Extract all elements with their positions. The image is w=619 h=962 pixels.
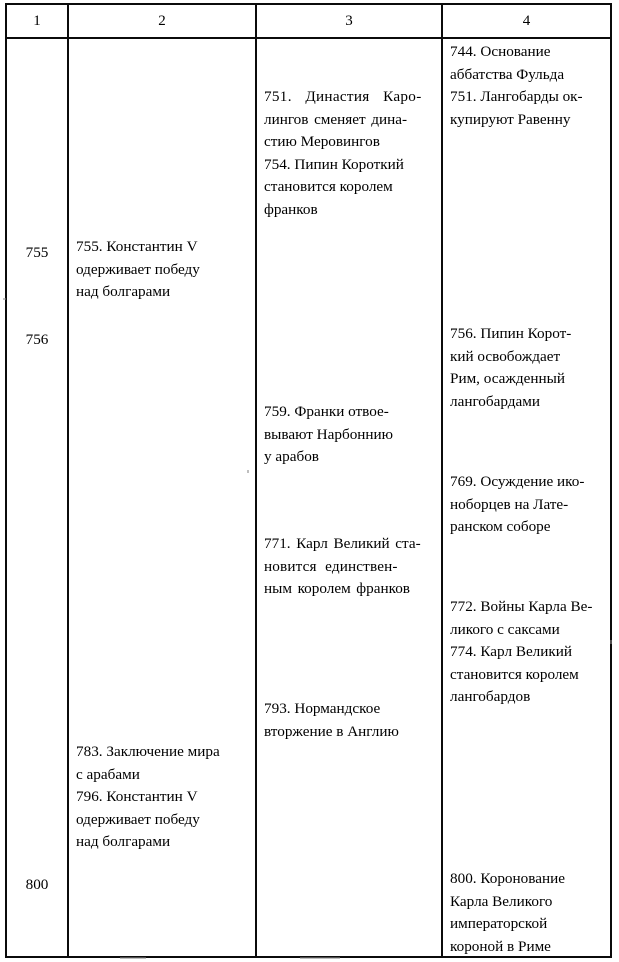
entry-line: ноборцев на Лате- bbox=[450, 495, 569, 513]
column-header-3: 3 bbox=[345, 13, 353, 29]
table-header-row bbox=[7, 5, 610, 39]
entry-line: франков bbox=[264, 200, 318, 218]
entry-line: над болгарами bbox=[76, 283, 171, 301]
entry-783-796-byzantium bbox=[76, 741, 254, 854]
entry-line: ликого с саксами bbox=[450, 620, 560, 638]
entry-line: 783. Заключение мира bbox=[76, 743, 220, 760]
entry-line: новится единствен- bbox=[264, 557, 398, 575]
year-755: 755 bbox=[25, 244, 49, 261]
entry-line: 769. Осуждение ико- bbox=[450, 473, 585, 490]
entry-line: Рим, осажденный bbox=[450, 370, 565, 388]
entry-744-751-italy bbox=[450, 41, 614, 131]
entry-line: лингов сменяет дина- bbox=[264, 110, 408, 128]
year-800: 800 bbox=[25, 876, 49, 893]
entry-line: 759. Франки отвое- bbox=[264, 403, 389, 420]
column-rule-1 bbox=[67, 5, 69, 956]
entry-line: короной в Риме bbox=[450, 937, 551, 955]
entry-line: 755. Константин V bbox=[76, 238, 198, 255]
entry-line: вывают Нарбоннию bbox=[264, 425, 394, 443]
scan-speckle bbox=[610, 640, 612, 644]
entry-793-franks bbox=[264, 698, 440, 743]
entry-756-italy bbox=[450, 323, 614, 413]
scan-speckle bbox=[3, 298, 6, 300]
entry-line: становится королем bbox=[450, 665, 579, 683]
entry-line: кий освобождает bbox=[450, 347, 561, 365]
entry-line: одерживает победу bbox=[76, 810, 200, 828]
entry-769-italy bbox=[450, 471, 614, 539]
entry-line: 751. Династия Каро- bbox=[264, 88, 422, 105]
entry-line: вторжение в Англию bbox=[264, 722, 399, 740]
entry-line: у арабов bbox=[264, 448, 319, 466]
entry-line: 756. Пипин Корот- bbox=[450, 325, 572, 342]
entry-line: стию Меровингов bbox=[264, 133, 380, 151]
entry-759-franks bbox=[264, 401, 440, 469]
entry-line: купируют Равенну bbox=[450, 110, 571, 128]
entry-772-774-italy bbox=[450, 596, 614, 709]
scan-speckle bbox=[247, 470, 249, 473]
entry-line: 771. Карл Великий ста- bbox=[264, 535, 421, 552]
entry-line: аббатства Фульда bbox=[450, 65, 565, 83]
entry-line: 772. Войны Карла Ве- bbox=[450, 598, 593, 615]
entry-line: с арабами bbox=[76, 765, 140, 783]
entry-line: 751. Лангобарды ок- bbox=[450, 88, 583, 106]
column-rule-3 bbox=[441, 5, 443, 956]
entry-line: 793. Нормандское bbox=[264, 700, 381, 717]
entry-800-italy bbox=[450, 868, 614, 958]
column-header-4: 4 bbox=[522, 13, 531, 29]
entry-line: Карла Великого bbox=[450, 892, 553, 910]
chronology-table bbox=[5, 3, 612, 958]
entry-line: 800. Коронование bbox=[450, 870, 565, 887]
entry-line: ным королем франков bbox=[264, 580, 410, 598]
entry-line: становится королем bbox=[264, 178, 393, 196]
entry-line: лангобардами bbox=[450, 392, 540, 410]
entry-line: ранском соборе bbox=[450, 518, 551, 536]
entry-line: 774. Карл Великий bbox=[450, 643, 573, 661]
entry-771-franks bbox=[264, 533, 442, 601]
year-756: 756 bbox=[25, 331, 49, 348]
entry-line: 796. Константин V bbox=[76, 788, 198, 806]
scan-speckle bbox=[120, 957, 146, 959]
column-header-2: 2 bbox=[158, 13, 166, 29]
scan-speckle bbox=[300, 957, 340, 959]
column-header-1: 1 bbox=[33, 13, 41, 29]
entry-line: лангобардов bbox=[450, 688, 531, 706]
entry-line: над болгарами bbox=[76, 833, 171, 851]
entry-line: одерживает победу bbox=[76, 260, 200, 278]
entry-755-byzantium bbox=[76, 236, 254, 304]
column-rule-2 bbox=[255, 5, 257, 956]
entry-line: 744. Основание bbox=[450, 43, 551, 60]
entry-751-754-franks bbox=[264, 86, 440, 222]
entry-line: императорской bbox=[450, 915, 548, 933]
entry-line: 754. Пипин Короткий bbox=[264, 155, 404, 173]
